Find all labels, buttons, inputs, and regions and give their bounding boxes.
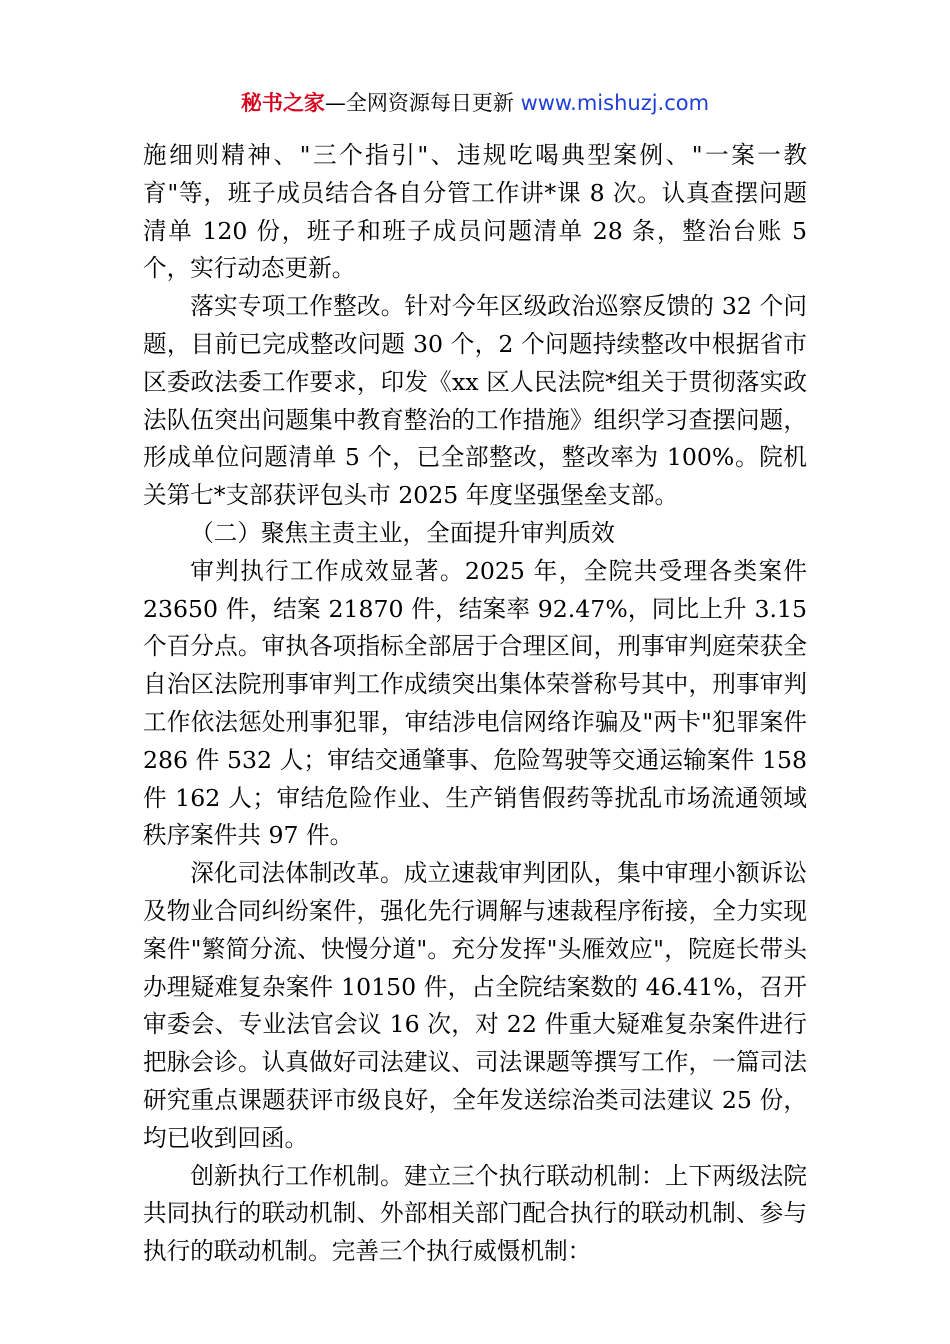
header-brand: 秘书之家 <box>240 91 325 115</box>
paragraph-continuation: 施细则精神、"三个指引"、违规吃喝典型案例、"一案一教育"等，班子成员结合各自分管工作讲*课 8 次。认真查摆问题清单 120 份，班子和班子成员问题清单 28 条，整治台账 5 个，实行动态更新。 <box>143 141 807 283</box>
section-heading: （二）聚焦主责主业，全面提升审判质效 <box>190 518 615 547</box>
paragraph-trial-results: 审判执行工作成效显著。2025 年，全院共受理各类案件 23650 件，结案 21870 件，结案率 92.47%，同比上升 3.15 个百分点。审执各项指标全部居于合理区间，刑事审判庭荣获全自治区法院刑事审判工作成绩突出集体荣誉称号其中，刑事审判工作依法惩处刑事犯罪，审结涉电信网络诈骗及"两卡"犯罪案件 286 件 532 人；审结交通肇事、危险驾驶等交通运输案件 158 件 162 人；审结危险作业、生产销售假药等扰乱市场流通领域秩序案件共 97 件。 <box>143 556 807 850</box>
page-header <box>0 86 950 120</box>
paragraph-special-rectification: 落实专项工作整改。针对今年区级政治巡察反馈的 32 个问题，目前已完成整改问题 30 个，2 个问题持续整改中根据省市区委政法委工作要求，印发《xx 区人民法院*组关于贯彻落实政法队伍突出问题集中教育整治的工作措施》组织学习查摆问题，形成单位问题清单 5 个，已全部整改，整改率为 100%。院机关第七*支部获评包头市 2025 年度坚强堡垒支部。 <box>143 292 807 510</box>
paragraph-judicial-reform: 深化司法体制改革。成立速裁审判团队，集中审理小额诉讼及物业合同纠纷案件，强化先行调解与速裁程序衔接，全力实现案件"繁简分流、快慢分道"。充分发挥"头雁效应"，院庭长带头办理疑难复杂案件 10150 件，占全院结案数的 46.41%，召开审委会、专业法官会议 16 次，对 22 件重大疑难复杂案件进行把脉会诊。认真做好司法建议、司法课题等撰写工作，一篇司法研究重点课题获评市级良好，全年发送综治类司法建议 25 份，均已收到回函。 <box>143 859 807 1152</box>
document-body <box>143 137 807 1271</box>
header-url-link[interactable]: www.mishuzj.com <box>520 91 710 115</box>
header-tagline: —全网资源每日更新 <box>324 91 521 115</box>
paragraph-execution-mechanism: 创新执行工作机制。建立三个执行联动机制：上下两级法院共同执行的联动机制、外部相关部门配合执行的联动机制、参与执行的联动机制。完善三个执行威慑机制： <box>143 1161 807 1266</box>
